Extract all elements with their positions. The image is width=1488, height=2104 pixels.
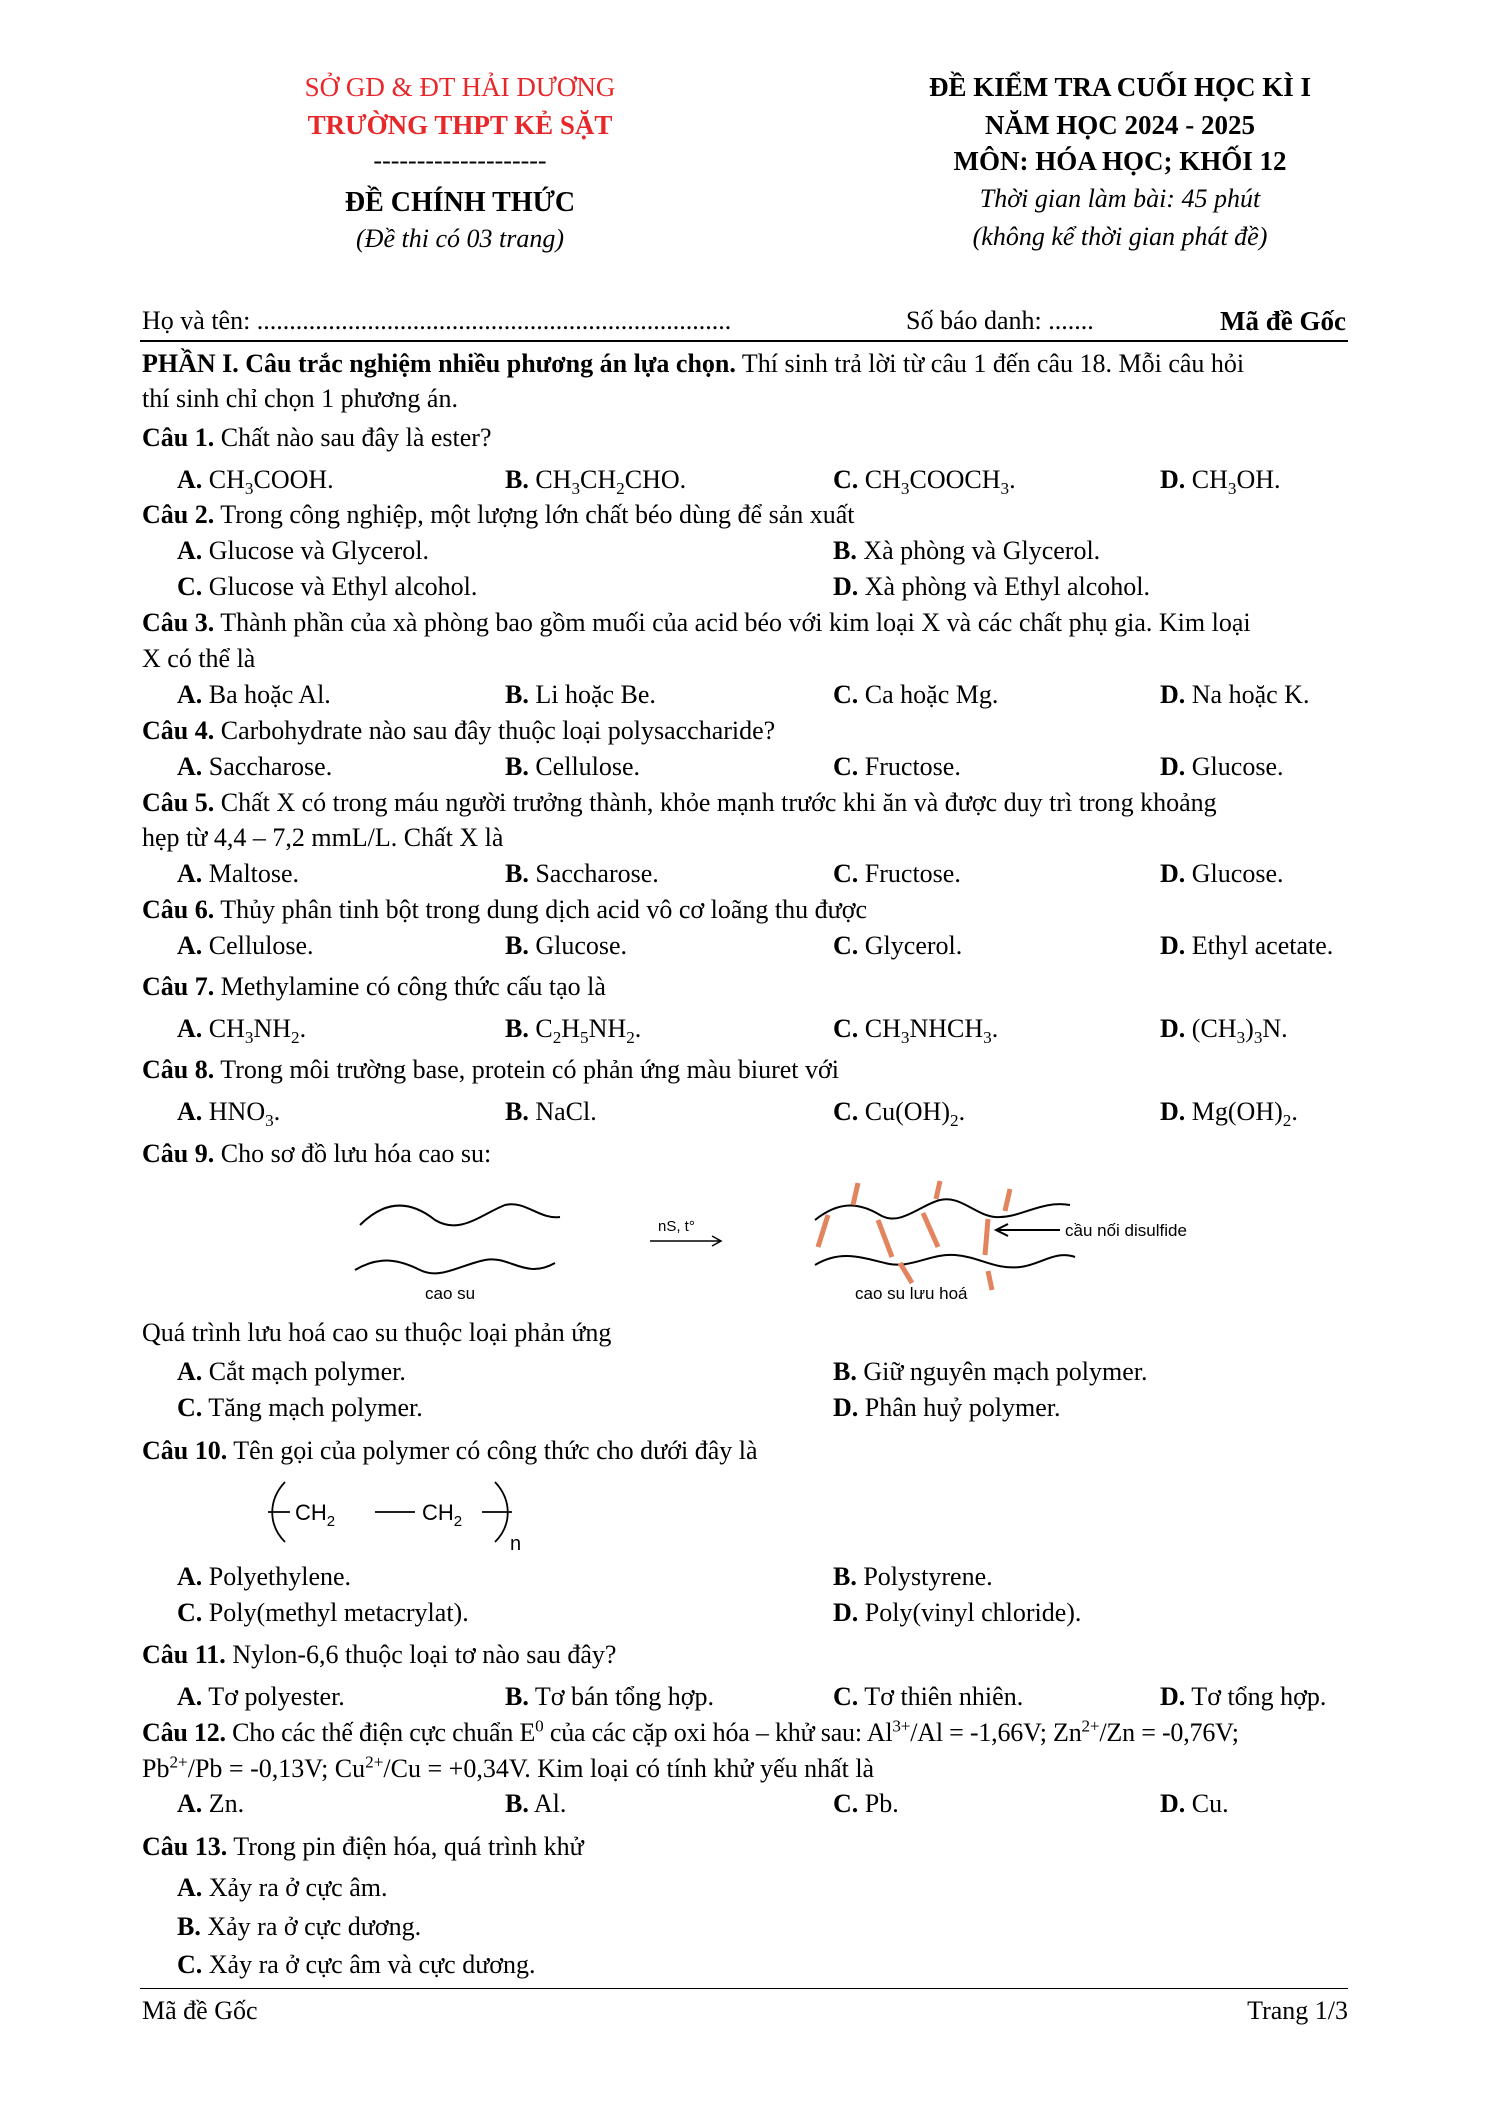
question-7: Câu 7. Methylamine có công thức cấu tạo là [142, 972, 606, 1001]
time-note: (không kể thời gian phát đề) [972, 222, 1268, 251]
q9-option-a[interactable]: A. Cắt mạch polymer. [177, 1357, 406, 1386]
subject: MÔN: HÓA HỌC; KHỐI 12 [953, 146, 1287, 176]
q3-option-a[interactable]: A. Ba hoặc Al. [177, 680, 331, 709]
q9-option-c[interactable]: C. Tăng mạch polymer. [177, 1393, 423, 1422]
q2-option-d[interactable]: D. Xà phòng và Ethyl alcohol. [833, 572, 1150, 601]
q12-option-d[interactable]: D. Cu. [1160, 1789, 1229, 1818]
time-limit: Thời gian làm bài: 45 phút [979, 184, 1261, 213]
q13-option-c[interactable]: C. Xảy ra ở cực âm và cực dương. [177, 1950, 536, 1979]
q6-option-b[interactable]: B. Glucose. [505, 931, 628, 960]
q5-option-b[interactable]: B. Saccharose. [505, 859, 659, 888]
exam-title: ĐỀ KIỂM TRA CUỐI HỌC KÌ I [928, 72, 1312, 102]
header-dashes: -------------------- [373, 146, 547, 175]
q3-option-d[interactable]: D. Na hoặc K. [1160, 680, 1310, 709]
q7-option-a[interactable]: A. $CH_3NH_2$. [177, 1014, 307, 1048]
q11-option-c[interactable]: C. Tơ thiên nhiên. [833, 1682, 1024, 1711]
question-10: Câu 10. Tên gọi của polymer có công thức cho dưới đây là [142, 1436, 758, 1465]
question-4: Câu 4. Carbohydrate nào sau đây thuộc loại polysaccharide? [142, 716, 776, 745]
reaction-condition: nS, t° [658, 1218, 695, 1235]
q5-option-d[interactable]: D. Glucose. [1160, 859, 1284, 888]
polyethylene-formula [260, 1470, 540, 1560]
q6-option-c[interactable]: C. Glycerol. [833, 931, 963, 960]
question-8: Câu 8. Trong môi trường base, protein có phản ứng màu biuret với [142, 1055, 839, 1084]
question-12: Câu 12. Cho các thế điện cực chuẩn $E^0$ của các cặp oxi hóa – khử sau: $Al^{3+}/Al = -1,66V$; $Zn^{2+}/Zn = -0,76V$; [142, 1716, 1239, 1747]
q10-option-c[interactable]: C. Poly(methyl metacrylat). [177, 1598, 469, 1627]
part1-desc: thí sinh chỉ chọn 1 phương án. [142, 384, 458, 413]
q11-option-d[interactable]: D. Tơ tổng hợp. [1160, 1682, 1327, 1711]
q4-option-b[interactable]: B. Cellulose. [505, 752, 641, 781]
q8-option-c[interactable]: C. $Cu(OH)_2$. [833, 1097, 966, 1131]
q2-option-b[interactable]: B. Xà phòng và Glycerol. [833, 536, 1101, 565]
svg-text:n: n [510, 1533, 522, 1555]
student-name-field: Họ và tên: ......................................................................... [142, 306, 732, 335]
q1-option-c[interactable]: C. $CH_3COOCH_3$. [833, 465, 1016, 499]
question-2: Câu 2. Trong công nghiệp, một lượng lớn chất béo dùng để sản xuất [142, 500, 855, 529]
q12-option-b[interactable]: B. Al. [505, 1789, 567, 1818]
q5-option-c[interactable]: C. Fructose. [833, 859, 961, 888]
q8-option-d[interactable]: D. $Mg(OH)_2$. [1160, 1097, 1298, 1131]
vulcanization-diagram [340, 1175, 1240, 1315]
disulfide-bridge-label: cầu nối disulfide [1065, 1221, 1187, 1240]
q9-option-b[interactable]: B. Giữ nguyên mạch polymer. [833, 1357, 1148, 1386]
school-year: NĂM HỌC 2024 - 2025 [985, 110, 1255, 140]
rubber-label: cao su [425, 1284, 476, 1303]
q10-option-b[interactable]: B. Polystyrene. [833, 1562, 993, 1591]
q11-option-b[interactable]: B. Tơ bán tổng hợp. [505, 1682, 715, 1711]
q7-option-d[interactable]: D. $(CH_3)_3N$. [1160, 1014, 1288, 1048]
q10-option-d[interactable]: D. Poly(vinyl chloride). [833, 1598, 1082, 1627]
school-name: TRƯỜNG THPT KẺ SẶT [307, 110, 613, 140]
question-3: Câu 3. Thành phần của xà phòng bao gồm muối của acid béo với kim loại X và các chất phụ gia. Kim loại [142, 608, 1251, 637]
question-12-cont: $Pb^{2+}/Pb = -0,13V$; $Cu^{2+}/Cu = +0,34V$. Kim loại có tính khử yếu nhất là [142, 1752, 875, 1783]
q4-option-a[interactable]: A. Saccharose. [177, 752, 333, 781]
exam-code: Mã đề Gốc [1220, 306, 1346, 336]
footer-rule [140, 1988, 1348, 1989]
q2-option-a[interactable]: A. Glucose và Glycerol. [177, 536, 429, 565]
q6-option-d[interactable]: D. Ethyl acetate. [1160, 931, 1334, 960]
question-11: Câu 11. Nylon-6,6 thuộc loại tơ nào sau đây? [142, 1640, 617, 1669]
footer-page-number: Trang 1/3 [1247, 1996, 1348, 2025]
question-5: Câu 5. Chất X có trong máu người trưởng thành, khỏe mạnh trước khi ăn và được duy trì trong khoảng [142, 788, 1217, 817]
question-1: Câu 1. Chất nào sau đây là ester? [142, 423, 492, 452]
question-3-cont: X có thể là [142, 644, 256, 673]
q13-option-b[interactable]: B. Xảy ra ở cực dương. [177, 1912, 422, 1941]
part1-heading: PHẦN I. Câu trắc nghiệm nhiều phương án lựa chọn. Thí sinh trả lời từ câu 1 đến câu 18. Mỗi câu hỏi [142, 349, 1245, 378]
q6-option-a[interactable]: A. Cellulose. [177, 931, 314, 960]
sbd-field: Số báo danh: ....... [906, 306, 1094, 335]
q9-option-d[interactable]: D. Phân huỷ polymer. [833, 1393, 1061, 1422]
header-rule [140, 340, 1348, 342]
dept-name: SỞ GD & ĐT HẢI DƯƠNG [304, 72, 616, 102]
q4-option-d[interactable]: D. Glucose. [1160, 752, 1284, 781]
question-6: Câu 6. Thủy phân tinh bột trong dung dịch acid vô cơ loãng thu được [142, 895, 867, 924]
q11-option-a[interactable]: A. Tơ polyester. [177, 1682, 345, 1711]
svg-text:CH2: $CH_2$ [295, 1500, 336, 1530]
q7-option-c[interactable]: C. $CH_3NHCH_3$. [833, 1014, 999, 1048]
q2-option-c[interactable]: C. Glucose và Ethyl alcohol. [177, 572, 478, 601]
footer-exam-code: Mã đề Gốc [142, 1996, 258, 2025]
q13-option-a[interactable]: A. Xảy ra ở cực âm. [177, 1873, 388, 1902]
q4-option-c[interactable]: C. Fructose. [833, 752, 961, 781]
q1-option-d[interactable]: D. $CH_3OH$. [1160, 465, 1281, 499]
question-9: Câu 9. Cho sơ đồ lưu hóa cao su: [142, 1139, 492, 1168]
q10-option-a[interactable]: A. Polyethylene. [177, 1562, 352, 1591]
q5-option-a[interactable]: A. Maltose. [177, 859, 300, 888]
q3-option-b[interactable]: B. Li hoặc Be. [505, 680, 656, 709]
q12-option-a[interactable]: A. Zn. [177, 1789, 245, 1818]
question-5-cont: hẹp từ 4,4 – 7,2 mmL/L. Chất X là [142, 823, 504, 852]
question-9-cont: Quá trình lưu hoá cao su thuộc loại phản ứng [142, 1318, 612, 1347]
pages-note: (Đề thi có 03 trang) [356, 224, 564, 253]
q8-option-b[interactable]: B. NaCl. [505, 1097, 597, 1126]
vulcanized-rubber-label: cao su lưu hoá [855, 1284, 968, 1303]
q3-option-c[interactable]: C. Ca hoặc Mg. [833, 680, 999, 709]
official-label: ĐỀ CHÍNH THỨC [344, 187, 576, 218]
q12-option-c[interactable]: C. Pb. [833, 1789, 899, 1818]
q1-option-a[interactable]: A. $CH_3COOH$. [177, 465, 334, 499]
q7-option-b[interactable]: B. $C_2H_5NH_2$. [505, 1014, 642, 1048]
question-13: Câu 13. Trong pin điện hóa, quá trình khử [142, 1832, 584, 1861]
svg-text:CH2: $CH_2$ [422, 1500, 463, 1530]
q8-option-a[interactable]: A. $HNO_3$. [177, 1097, 281, 1131]
q1-option-b[interactable]: B. $CH_3CH_2CHO$. [505, 465, 687, 499]
